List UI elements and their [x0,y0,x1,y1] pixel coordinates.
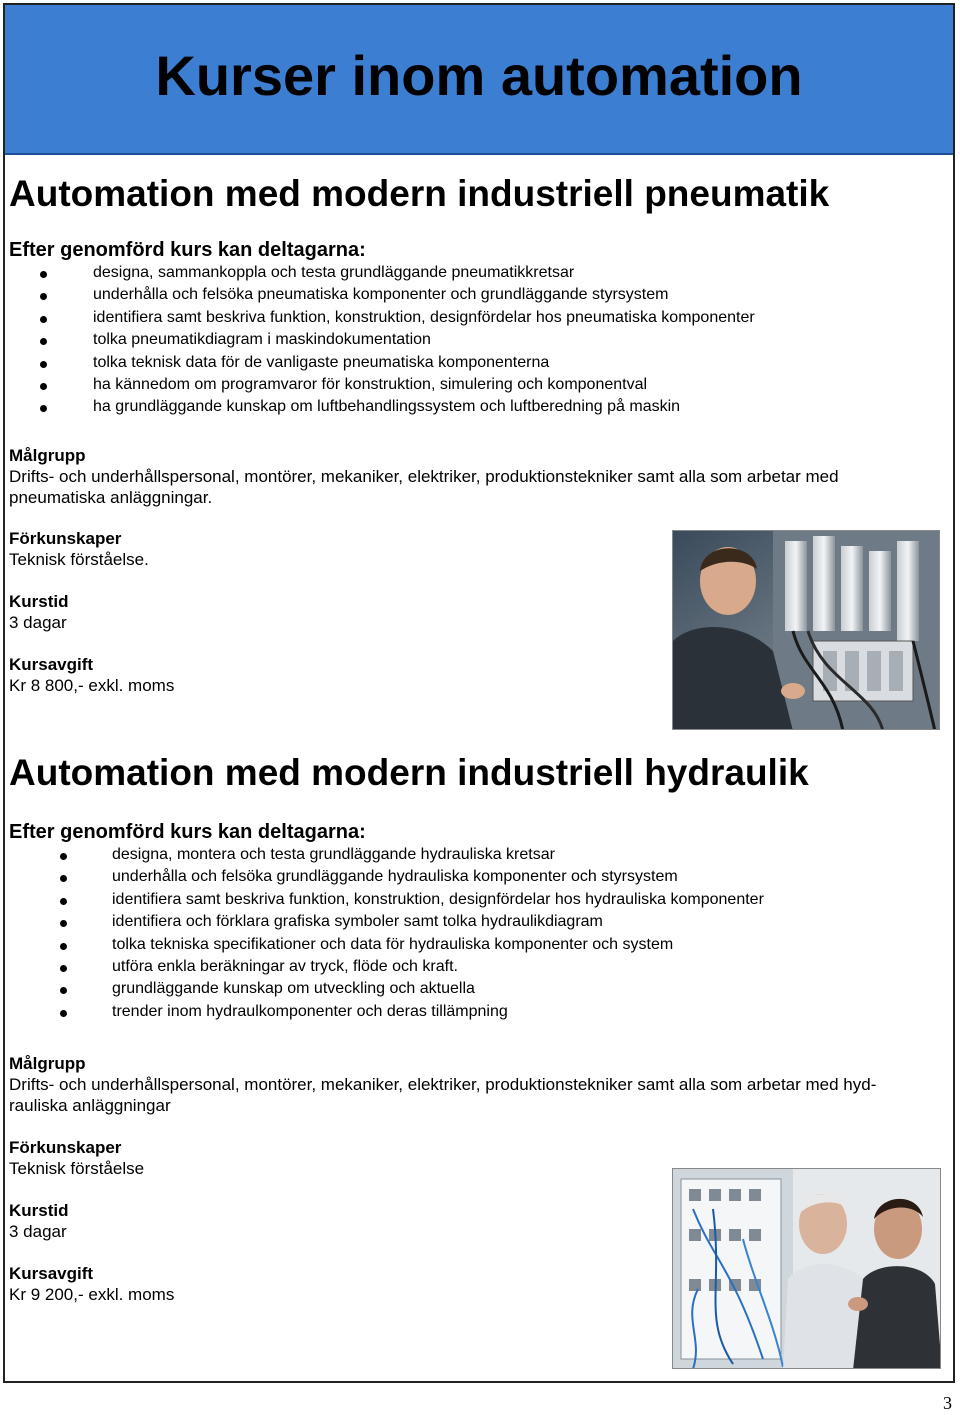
outcome-text: underhålla och felsöka grundläggande hydrauliska komponenter och styrsystem [112,868,678,886]
outcome-item [9,956,949,978]
target-text-line-1: Drifts- och underhållspersonal, montörer, mekaniker, elektriker, produktionstekniker samt alla som arbetar med hyd- [9,1075,877,1095]
bullet-icon [60,853,67,860]
target-label: Målgrupp [9,1054,86,1074]
outcome-text: ha grundläggande kunskap om luftbehandlingssystem och luftberedning på maskin [93,398,681,416]
outcome-item [9,844,949,866]
prereq-value: Teknisk förståelse. [9,549,149,569]
outcome-text: identifiera samt beskriva funktion, konstruktion, designfördelar hos hydrauliska komponenter [112,890,764,908]
fee-label: Kursavgift [9,654,94,674]
duration-value: 3 dagar [9,612,67,632]
outcome-text: tolka teknisk data för de vanligaste pneumatiska komponenterna [93,353,550,371]
outcome-item [9,284,949,306]
outcome-item [9,262,949,284]
bullet-icon [40,316,47,323]
pneumatics-photo-illustration [673,531,940,730]
target-text-line-2: rauliska anläggningar [9,1096,171,1116]
bullet-icon [60,875,67,882]
duration-value: 3 dagar [9,1222,67,1242]
hydraulics-photo-illustration [673,1169,941,1369]
target-text-line-1: Drifts- och underhållspersonal, montörer, mekaniker, elektriker, produktionstekniker samt alla som arbetar med [9,466,839,486]
outcomes-intro: Efter genomförd kurs kan deltagarna: [9,239,366,261]
outcome-text: tolka tekniska specifikationer och data för hydrauliska komponenter och system [112,935,674,953]
course-title: Automation med modern industriell hydraulik [9,752,809,793]
prereq-label: Förkunskaper [9,528,122,548]
bullet-icon [40,405,47,412]
outcome-item [9,396,949,418]
outcome-item [9,911,949,933]
outcome-text: ha kännedom om programvaror för konstruktion, simulering och komponentval [93,376,648,394]
bullet-icon [40,383,47,390]
outcome-text: designa, sammankoppla och testa grundläggande pneumatikkretsar [93,264,575,281]
pneumatics-training-photo [672,530,940,730]
outcome-text: identifiera samt beskriva funktion, konstruktion, designfördelar hos pneumatiska komponenter [93,308,755,326]
prereq-label: Förkunskaper [9,1138,122,1158]
bullet-icon [60,943,67,950]
outcome-item [9,978,949,1000]
outcome-item [9,934,949,956]
outcomes-list [9,262,949,419]
outcome-item [9,866,949,888]
bullet-icon [40,293,47,300]
hydraulics-training-photo [672,1168,941,1369]
prereq-value: Teknisk förståelse [9,1159,145,1179]
bullet-icon [60,987,67,994]
duration-label: Kurstid [9,1201,69,1221]
target-text-line-2: pneumatiska anläggningar. [9,487,213,507]
outcome-item [9,1001,949,1023]
page-number: 3 [943,1393,952,1413]
fee-value: Kr 9 200,- exkl. moms [9,1285,175,1305]
outcomes-list [9,844,949,1023]
page-header [5,5,953,155]
fee-value: Kr 8 800,- exkl. moms [9,675,175,695]
bullet-icon [40,338,47,345]
bullet-icon [60,965,67,972]
course-title: Automation med modern industriell pneumatik [9,173,830,214]
bullet-icon [40,361,47,368]
outcome-item [9,329,949,351]
outcome-item [9,889,949,911]
bullet-icon [60,898,67,905]
outcome-item [9,374,949,396]
page-title: Kurser inom automation [155,44,803,107]
outcome-text: identifiera och förklara grafiska symboler samt tolka hydraulikdiagram [112,913,603,931]
outcomes-intro: Efter genomförd kurs kan deltagarna: [9,821,366,843]
bullet-icon [40,271,47,278]
outcome-text: utföra enkla beräkningar av tryck, flöde och kraft. [112,958,458,976]
outcome-text: grundläggande kunskap om utveckling och aktuella [112,980,475,998]
outcome-text: underhålla och felsöka pneumatiska komponenter och grundläggande styrsystem [93,286,669,304]
duration-label: Kurstid [9,591,69,611]
fee-label: Kursavgift [9,1264,94,1284]
outcome-text: trender inom hydraulkomponenter och deras tillämpning [112,1002,508,1020]
outcome-item [9,352,949,374]
bullet-icon [60,1010,67,1017]
bullet-icon [60,920,67,927]
outcome-text: tolka pneumatikdiagram i maskindokumentation [93,331,431,349]
target-label: Målgrupp [9,445,86,465]
outcome-item [9,307,949,329]
outcome-text: designa, montera och testa grundläggande hydrauliska kretsar [112,846,555,863]
